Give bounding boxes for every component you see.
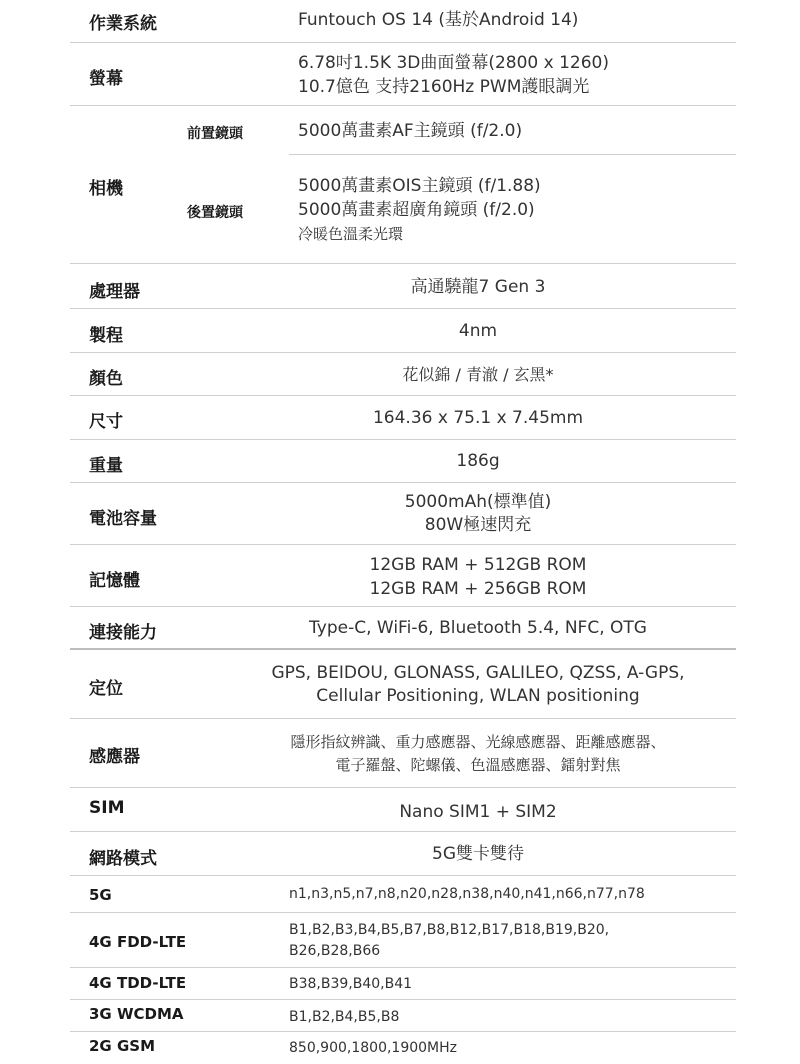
spec-value: n1,n3,n5,n7,n8,n20,n28,n38,n40,n41,n66,n77,n78 [289, 886, 645, 902]
spec-row-sensors [70, 719, 736, 788]
spec-row-process [70, 309, 736, 353]
spec-value: 164.36 x 75.1 x 7.45mm [372, 408, 584, 428]
spec-row-band-wcdma [70, 1000, 736, 1032]
spec-row-band-fdd [70, 913, 736, 968]
camera-rear-label: 後置鏡頭 [187, 205, 243, 221]
spec-value-line2: 10.7億色 支持2160Hz PWM護眼調光 [298, 77, 590, 97]
spec-value-line1: 5000mAh(標準值) [404, 492, 552, 512]
spec-label: 處理器 [89, 282, 140, 302]
spec-row-band-5g [70, 876, 736, 913]
camera-rear-line1: 5000萬畫素OIS主鏡頭 (f/1.88) [298, 176, 541, 196]
spec-value: 高通驍龍7 Gen 3 [410, 277, 546, 297]
spec-label: 4G TDD-LTE [89, 974, 187, 992]
spec-row-color [70, 353, 736, 396]
spec-value-line1: GPS, BEIDOU, GLONASS, GALILEO, QZSS, A-GPS, [271, 663, 685, 683]
spec-value-line1: 隱形指紋辨識、重力感應器、光線感應器、距離感應器、 [290, 733, 666, 751]
spec-row-size [70, 396, 736, 440]
spec-value-line2: Cellular Positioning, WLAN positioning [316, 686, 640, 706]
spec-row-band-gsm [70, 1032, 736, 1063]
spec-row-screen [70, 43, 736, 106]
spec-label: 顏色 [89, 369, 123, 389]
spec-row-battery [70, 483, 736, 545]
camera-front-value: 5000萬畫素AF主鏡頭 (f/2.0) [298, 121, 523, 141]
spec-row-positioning [70, 650, 736, 719]
spec-row-connectivity [70, 607, 736, 650]
spec-value: B1,B2,B4,B5,B8 [289, 1009, 400, 1025]
spec-row-band-tdd [70, 968, 736, 1000]
spec-label: 作業系統 [89, 14, 157, 34]
spec-value: 花似錦 / 青澈 / 玄黑* [402, 365, 554, 384]
spec-row-memory [70, 545, 736, 607]
spec-label: 網路模式 [89, 849, 157, 869]
camera-front-label: 前置鏡頭 [187, 126, 243, 142]
spec-value-line2: 80W極速閃充 [424, 515, 532, 535]
spec-value-line2: B26,B28,B66 [289, 943, 381, 959]
spec-value: 4nm [458, 321, 498, 341]
spec-value-line1: B1,B2,B3,B4,B5,B7,B8,B12,B17,B18,B19,B20, [289, 922, 610, 938]
spec-value-line2: 12GB RAM + 256GB ROM [369, 579, 587, 599]
spec-value-line2: 電子羅盤、陀螺儀、色溫感應器、鐳射對焦 [335, 756, 621, 774]
spec-label: 製程 [89, 326, 123, 346]
spec-row-weight [70, 440, 736, 483]
spec-label: 記憶體 [89, 571, 140, 591]
camera-rear-line2: 5000萬畫素超廣角鏡頭 (f/2.0) [298, 200, 535, 220]
camera-inner-divider [289, 154, 736, 155]
spec-label: SIM [89, 798, 125, 818]
spec-label: 5G [89, 886, 112, 904]
spec-row-os [70, 0, 736, 43]
spec-value-line1: 12GB RAM + 512GB ROM [369, 555, 587, 575]
spec-label: 相機 [89, 179, 123, 199]
spec-value: 850,900,1800,1900MHz [289, 1040, 458, 1056]
spec-value: B38,B39,B40,B41 [289, 976, 413, 992]
spec-label: 重量 [89, 456, 123, 476]
spec-value: Type-C, WiFi-6, Bluetooth 5.4, NFC, OTG [309, 618, 647, 638]
spec-label: 2G GSM [89, 1037, 156, 1055]
spec-row-camera [70, 106, 736, 264]
spec-label: 3G WCDMA [89, 1005, 184, 1023]
spec-label: 螢幕 [89, 69, 123, 89]
spec-label: 感應器 [89, 747, 140, 767]
spec-value: 186g [456, 451, 500, 471]
spec-label: 4G FDD-LTE [89, 933, 187, 951]
camera-rear-line3: 冷暖色溫柔光環 [298, 225, 404, 243]
spec-value-line1: 6.78吋1.5K 3D曲面螢幕(2800 x 1260) [298, 53, 610, 73]
spec-row-sim [70, 788, 736, 832]
spec-value: 5G雙卡雙待 [432, 844, 524, 864]
spec-label: 定位 [89, 679, 123, 699]
spec-row-processor [70, 264, 736, 309]
spec-label: 電池容量 [89, 509, 157, 529]
spec-value: Nano SIM1 + SIM2 [399, 802, 557, 822]
spec-label: 尺寸 [89, 412, 123, 432]
spec-row-network-mode [70, 832, 736, 876]
spec-label: 連接能力 [89, 623, 157, 643]
spec-value: Funtouch OS 14 (基於Android 14) [298, 10, 579, 30]
